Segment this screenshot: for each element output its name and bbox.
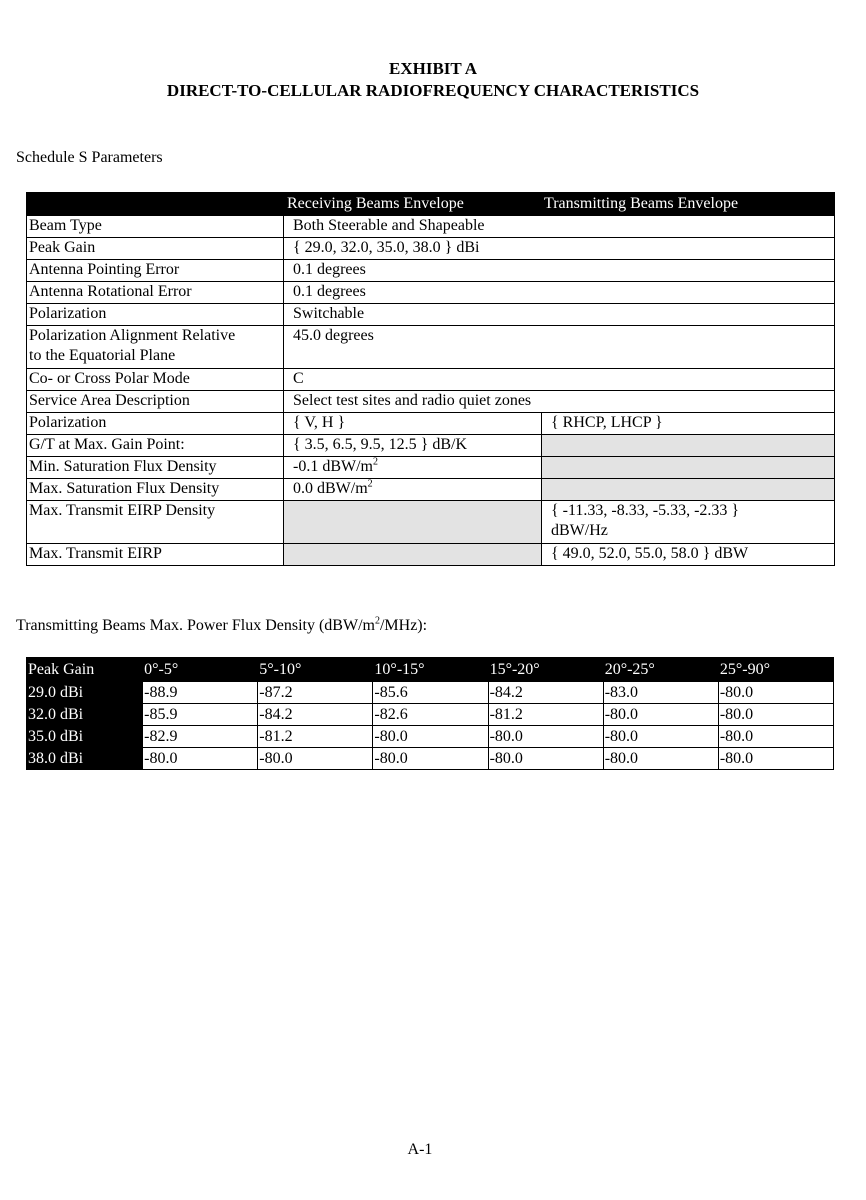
pfd-cell: -84.2: [488, 682, 603, 704]
param-label: Antenna Rotational Error: [27, 282, 284, 304]
param-value: 0.1 degrees: [284, 260, 835, 282]
superscript: 2: [373, 456, 378, 468]
param-value: { 29.0, 32.0, 35.0, 38.0 } dBi: [284, 238, 835, 260]
param-label: Polarization: [27, 413, 284, 435]
row-gt: [27, 435, 835, 457]
empty-cell: [542, 457, 835, 479]
pfd-table: [26, 657, 834, 770]
receiving-value: [284, 457, 542, 479]
pfd-label-text: Transmitting Beams Max. Power Flux Density (dBW/m: [16, 617, 375, 634]
row-polarization: [27, 304, 835, 326]
pfd-row: [27, 726, 834, 748]
param-label: Antenna Pointing Error: [27, 260, 284, 282]
pfd-cell: -80.0: [603, 726, 718, 748]
param-label-line2: to the Equatorial Plane: [29, 347, 176, 364]
pfd-cell: -80.0: [373, 726, 488, 748]
param-label: Co- or Cross Polar Mode: [27, 369, 284, 391]
row-pointing-error: [27, 260, 835, 282]
row-peak-gain: [27, 238, 835, 260]
param-value: Both Steerable and Shapeable: [284, 216, 835, 238]
pfd-row-gain: 29.0 dBi: [27, 682, 143, 704]
param-label: [27, 326, 284, 369]
header-blank: [27, 193, 284, 216]
pfd-header-cell: 25°-90°: [718, 658, 833, 682]
param-label: Max. Transmit EIRP Density: [27, 501, 284, 544]
superscript: 2: [367, 478, 373, 490]
pfd-cell: -80.0: [258, 748, 373, 770]
param-value: Select test sites and radio quiet zones: [284, 391, 835, 413]
empty-cell: [284, 544, 542, 566]
pfd-cell: -85.9: [143, 704, 258, 726]
param-value: Switchable: [284, 304, 835, 326]
schedule-header-row: [27, 193, 835, 216]
param-label: Service Area Description: [27, 391, 284, 413]
pfd-cell: -81.2: [488, 704, 603, 726]
schedule-s-table: [26, 192, 835, 566]
pfd-label-suffix: /MHz):: [379, 617, 428, 634]
pfd-header-cell: 15°-20°: [488, 658, 603, 682]
pfd-label: [16, 616, 427, 636]
pfd-cell: -80.0: [718, 748, 833, 770]
pfd-cell: -82.9: [143, 726, 258, 748]
exhibit-label: EXHIBIT A: [388, 59, 478, 78]
pfd-cell: -81.2: [258, 726, 373, 748]
receiving-value: { 3.5, 6.5, 9.5, 12.5 } dB/K: [284, 435, 542, 457]
pfd-cell: -80.0: [143, 748, 258, 770]
param-label-line1: Polarization Alignment Relative: [29, 327, 236, 344]
header-receiving: Receiving Beams Envelope: [284, 193, 542, 216]
schedule-label: Schedule S Parameters: [16, 149, 163, 166]
pfd-cell: -82.6: [373, 704, 488, 726]
pfd-header-cell: 5°-10°: [258, 658, 373, 682]
pfd-cell: -80.0: [373, 748, 488, 770]
pfd-cell: -80.0: [488, 726, 603, 748]
pfd-row: [27, 682, 834, 704]
receiving-value: { V, H }: [284, 413, 542, 435]
value-text: 0.0 dBW/m: [293, 480, 368, 497]
superscript: 2: [374, 615, 380, 627]
pfd-header-row: [27, 658, 834, 682]
pfd-cell: -80.0: [603, 704, 718, 726]
param-label: Polarization: [27, 304, 284, 326]
pfd-cell: -80.0: [718, 726, 833, 748]
param-value: 45.0 degrees: [284, 326, 835, 369]
pfd-header-cell: 0°-5°: [143, 658, 258, 682]
header-transmitting: Transmitting Beams Envelope: [542, 193, 835, 216]
pfd-cell: -84.2: [258, 704, 373, 726]
param-value: C: [284, 369, 835, 391]
row-rotational-error: [27, 282, 835, 304]
pfd-cell: -88.9: [143, 682, 258, 704]
document-title: DIRECT-TO-CELLULAR RADIOFREQUENCY CHARACTERISTICS: [166, 81, 700, 100]
param-label: Peak Gain: [27, 238, 284, 260]
transmitting-value: [542, 501, 835, 544]
row-service-area: [27, 391, 835, 413]
pfd-row-gain: 35.0 dBi: [27, 726, 143, 748]
pfd-cell: -80.0: [718, 682, 833, 704]
pfd-cell: -83.0: [603, 682, 718, 704]
row-min-saturation: [27, 457, 835, 479]
transmitting-value: { 49.0, 52.0, 55.0, 58.0 } dBW: [542, 544, 835, 566]
row-eirp: [27, 544, 835, 566]
param-label: Max. Saturation Flux Density: [27, 479, 284, 501]
row-eirp-density: [27, 501, 835, 544]
empty-cell: [542, 435, 835, 457]
param-label: Min. Saturation Flux Density: [27, 457, 284, 479]
transmitting-value: { RHCP, LHCP }: [542, 413, 835, 435]
row-beam-type: [27, 216, 835, 238]
receiving-value: [284, 479, 542, 501]
pfd-row: [27, 748, 834, 770]
pfd-header-cell: 10°-15°: [373, 658, 488, 682]
param-value: 0.1 degrees: [284, 282, 835, 304]
empty-cell: [284, 501, 542, 544]
value-line1: { -11.33, -8.33, -5.33, -2.33 }: [551, 502, 740, 519]
param-label: Beam Type: [27, 216, 284, 238]
param-label: Max. Transmit EIRP: [27, 544, 284, 566]
page-number: A-1: [407, 1141, 433, 1158]
pfd-header-cell: 20°-25°: [603, 658, 718, 682]
row-max-saturation: [27, 479, 835, 501]
pfd-row: [27, 704, 834, 726]
pfd-cell: -87.2: [258, 682, 373, 704]
row-polarization-split: [27, 413, 835, 435]
param-label: G/T at Max. Gain Point:: [27, 435, 284, 457]
pfd-row-gain: 38.0 dBi: [27, 748, 143, 770]
value-line2: dBW/Hz: [551, 522, 608, 539]
pfd-cell: -80.0: [488, 748, 603, 770]
pfd-cell: -80.0: [603, 748, 718, 770]
pfd-cell: -80.0: [718, 704, 833, 726]
row-polar-mode: [27, 369, 835, 391]
row-polarization-alignment: [27, 326, 835, 369]
pfd-row-gain: 32.0 dBi: [27, 704, 143, 726]
pfd-cell: -85.6: [373, 682, 488, 704]
value-text: -0.1 dBW/m: [293, 458, 373, 475]
empty-cell: [542, 479, 835, 501]
pfd-header-cell: Peak Gain: [27, 658, 143, 682]
